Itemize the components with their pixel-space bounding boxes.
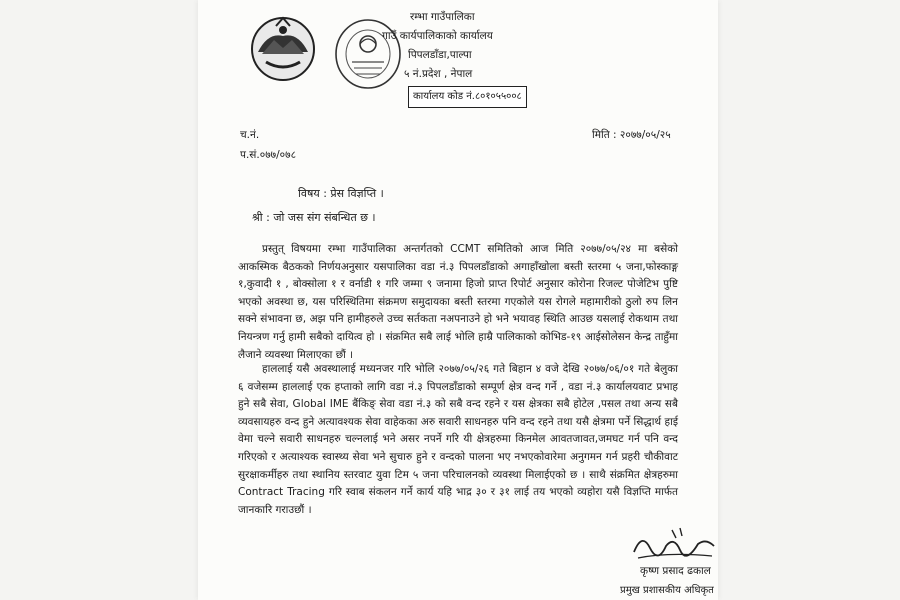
- municipality-name: रम्भा गाउँपालिका: [410, 11, 475, 23]
- signatory-name: कृष्ण प्रसाद ढकाल: [640, 565, 711, 577]
- office-code-box: कार्यालय कोड नं.८०१०५५००८: [408, 86, 527, 108]
- recipient-line: श्री : जो जस संग संबन्धित छ ।: [252, 211, 376, 224]
- signatory-title: प्रमुख प्रशासकीय अधिकृत: [620, 585, 714, 596]
- handwritten-signature-icon: [628, 522, 720, 566]
- letter-number: च.नं.: [240, 129, 260, 141]
- subject-line: विषय : प्रेस विज्ञप्ति ।: [298, 187, 384, 200]
- office-name: गाउँ कार्यपालिकाको कार्यालय: [382, 30, 493, 42]
- letter-date: मिति : २०७७/०५/२५: [592, 129, 671, 141]
- province-country: ५ नं.प्रदेश , नेपाल: [404, 68, 473, 80]
- body-paragraph-2: हाललाई यसै अवस्थालाई मध्यनजर गरि भोलि २०७७/०५/२६ गते बिहान ४ वजे देखि २०७७/०६/०१ गते बेलुका ६ वजेसम्म हाललाई एक हप्ताको लागि वडा नं.३ पिपलडाँडाको सम्पूर्ण क्षेत्र वन्द गर्ने , वडा नं.३ कार्यालयवाट प्रभाह हुने सबै सेवा, Global IME बैंकिङ् सेवा वडा नं.३ को सबै वन्द रहने र यस क्षेत्रका सबै होटेल ,पसल तथा अन्य सबै व्यवसायहरु वन्द हुने अत्यावश्यक सेवा वाहेकका अरु सवारी साधनहरु पनि वन्द रहने तथा यसै क्षेत्रमा पर्ने सिद्धार्थ हाई वेमा चल्ने सवारी साधनहरु चल्नलाई भने असर नपर्ने गरि यी क्षेत्रहरुमा किनमेल आवतजावत,जमघट गर्न पनि वन्द गरिएको र अत्याश्यक स्वास्थ्य सेवा भने सुचारु हुने र वन्दको पालना भए नभएकोवारेमा अनुगमन गर्न प्रहरी चौकीवाट सुरक्षाकर्मीहरु तथा स्थानिय स्तरवाट युवा टिम ५ जना परिचालनको व्यवस्था मिलाईएको छ । साथै संक्रमित क्षेत्रहरुमा Contract Tracing गरि स्वाब संकलन गर्ने कार्य यहि भाद्र ३० र ३१ लाई तय भएको व्यहोरा यसै विज्ञप्ति मार्फत जानकारि गराउछौं ।: [238, 363, 678, 516]
- reference-number: प.सं.०७७/०७८: [240, 149, 297, 161]
- office-address: पिपलडाँडा,पाल्पा: [408, 49, 472, 61]
- nepal-government-emblem-icon: [248, 14, 318, 84]
- office-seal-stamp-icon: [332, 16, 404, 94]
- body-paragraph-1: प्रस्तुत् विषयमा रम्भा गाउँपालिका अन्तर्गतको CCMT समितिको आज मिति २०७७/०५/२४ मा बसेको आकस्मिक बैठकको निर्णयअनुसार यसपालिका वडा नं.३ पिपलडाँडाको अगाहाँखोला बस्ती स्तरमा ५ जना,फोस्काङ्ग १,कुवादी १ , बोक्सोला १ र वर्नाडी १ गरि जम्मा ९ जनामा हिजो प्राप्त रिपोर्ट अनुसार कोरोना रिजल्ट पोजेटिभ पुष्टि भएको अवस्था छ, यस परिस्थितिमा संक्रमण समुदायका बस्ती स्तरमा गएकोले यस रोगले महामारीको ठुलो रुप लिन सक्ने संभावना छ, अझ पनि हामीहरुले उच्च सर्तकता नअपनाउने हो भने भयावह स्थिति आउछ यसलाई रोकथाम तथा नियन्त्रण गर्नु हामी सबैको दायित्व हो । संक्रमित सबै लाई भोलि हाम्रै पालिकाको कोभिड-१९ आईसोलेसन केन्द्र ताहुँमा लैजाने व्यवस्था मिलाएका छौं ।: [238, 243, 678, 361]
